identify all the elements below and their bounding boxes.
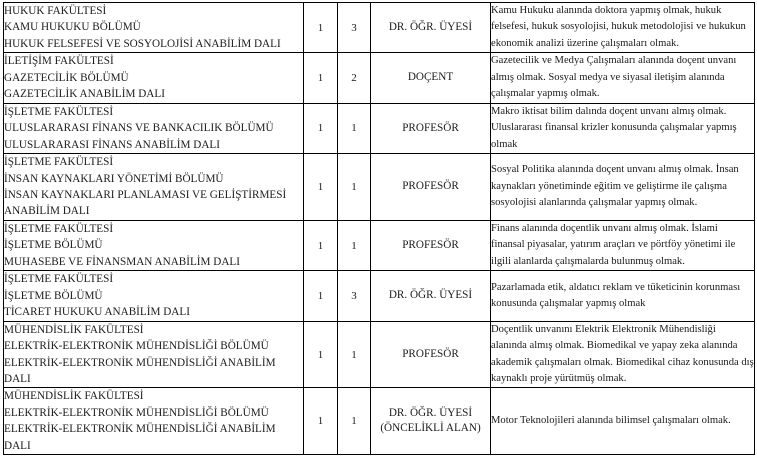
cell-academic-unit — [4, 321, 304, 388]
academic-unit-line: ELEKTRİK-ELEKTRONİK MÜHENDİSLİĞİ ANABİLİM — [4, 356, 276, 369]
academic-title-sub: (ÖNCELİKLİ ALAN) — [380, 422, 481, 435]
cell-degree-level: 1 — [304, 103, 338, 153]
academic-unit-line: DALI — [4, 439, 31, 452]
cell-position-count: 1 — [338, 220, 371, 270]
table-row — [4, 388, 755, 455]
table-row — [4, 154, 755, 221]
table-row — [4, 3, 755, 53]
table-row — [4, 321, 755, 388]
academic-positions-table — [3, 2, 755, 455]
cell-academic-unit — [4, 103, 304, 153]
academic-unit-line: ELEKTRİK-ELEKTRONİK MÜHENDİSLİĞİ BÖLÜMÜ — [4, 340, 269, 353]
table-row — [4, 271, 755, 321]
academic-unit-line: ELEKTRİK-ELEKTRONİK MÜHENDİSLİĞİ BÖLÜMÜ — [4, 406, 269, 419]
cell-degree-level: 1 — [304, 53, 338, 103]
academic-title-main: PROFESÖR — [402, 121, 459, 134]
cell-position-count: 1 — [338, 388, 371, 455]
cell-requirement-description: Doçentlik unvanını Elektrik Elektronik Mühendisliği alanında almış olmak. Biomedikal ve yapay zeka alanında akademik çalışmaları olmak. Biomedikal cihaz konusunda dış kaynaklı proje yürütmüş olmak. — [491, 321, 755, 388]
academic-unit-line: İNSAN KAYNAKLARI YÖNETİMİ BÖLÜMÜ — [4, 172, 224, 185]
cell-academic-title — [371, 271, 491, 321]
cell-degree-level: 1 — [304, 220, 338, 270]
academic-title-main: DR. ÖĞR. ÜYESİ — [388, 21, 473, 34]
cell-academic-unit — [4, 388, 304, 455]
academic-unit-line: İŞLETME FAKÜLTESİ — [4, 156, 114, 169]
academic-unit-line: İŞLETME BÖLÜMÜ — [4, 239, 103, 252]
cell-position-count: 3 — [338, 3, 371, 53]
cell-academic-title — [371, 321, 491, 388]
table-row — [4, 103, 755, 153]
academic-unit-line: İŞLETME FAKÜLTESİ — [4, 273, 114, 286]
academic-unit-line: MUHASEBE VE FİNANSMAN ANABİLİM DALI — [4, 255, 240, 268]
table-body — [4, 3, 755, 455]
cell-requirement-description: Makro iktisat bilim dalında doçent unvanı almış olmak. Uluslararası finansal krizler konusunda çalışmalar yapmış olmak — [491, 103, 755, 153]
academic-unit-line: İLETİŞİM FAKÜLTESİ — [4, 55, 114, 68]
academic-title-main: DR. ÖĞR. ÜYESİ — [388, 407, 473, 420]
academic-unit-line: MÜHENDİSLİK FAKÜLTESİ — [4, 390, 144, 403]
cell-academic-title — [371, 388, 491, 455]
academic-unit-line: KAMU HUKUKU BÖLÜMÜ — [4, 21, 141, 34]
academic-unit-line: ANABİLİM DALI — [4, 205, 90, 218]
cell-degree-level: 1 — [304, 321, 338, 388]
cell-requirement-description: Motor Teknolojileri alanında bilimsel çalışmaları olmak. — [491, 388, 755, 455]
academic-title-main: PROFESÖR — [402, 180, 459, 193]
academic-unit-line: İŞLETME BÖLÜMÜ — [4, 289, 103, 302]
academic-unit-line: DALI — [4, 372, 31, 385]
cell-academic-unit — [4, 3, 304, 53]
cell-academic-unit — [4, 154, 304, 221]
cell-academic-title — [371, 220, 491, 270]
cell-academic-unit — [4, 53, 304, 103]
cell-academic-title — [371, 3, 491, 53]
academic-unit-line: GAZETECİLİK BÖLÜMÜ — [4, 71, 129, 84]
academic-unit-line: HUKUK FELSEFESİ VE SOSYOLOJİSİ ANABİLİM DALI — [4, 37, 281, 50]
table-row — [4, 220, 755, 270]
academic-unit-line: İŞLETME FAKÜLTESİ — [4, 222, 114, 235]
cell-requirement-description: Sosyal Politika alanında doçent unvanı almış olmak. İnsan kaynakları yönetiminde eğitim ve geliştirme ile çalışma sosyolojisi alanlarında çalışmalar yapmış olmak. — [491, 154, 755, 221]
cell-degree-level: 1 — [304, 3, 338, 53]
academic-title-main: PROFESÖR — [402, 239, 459, 252]
academic-title-main: DOÇENT — [407, 71, 454, 84]
cell-position-count: 3 — [338, 271, 371, 321]
cell-academic-unit — [4, 271, 304, 321]
cell-degree-level: 1 — [304, 154, 338, 221]
cell-position-count: 1 — [338, 154, 371, 221]
cell-requirement-description: Gazetecilik ve Medya Çalışmaları alanında doçent unvanı almış olmak. Sosyal medya ve siyasal iletişim alanında çalışmalar yapmış olmak. — [491, 53, 755, 103]
cell-position-count: 2 — [338, 53, 371, 103]
cell-academic-title — [371, 154, 491, 221]
academic-title-main: DR. ÖĞR. ÜYESİ — [388, 289, 473, 302]
table-row — [4, 53, 755, 103]
cell-position-count: 1 — [338, 103, 371, 153]
cell-requirement-description: Kamu Hukuku alanında doktora yapmış olmak, hukuk felsefesi, hukuk sosyolojisi, hukuk metodolojisi ve hukukun ekonomik analizi üzerine çalışmaları olmak. — [491, 3, 755, 53]
cell-degree-level: 1 — [304, 271, 338, 321]
cell-requirement-description: Pazarlamada etik, aldatıcı reklam ve tüketicinin korunması konusunda çalışmalar yapmış olmak — [491, 271, 755, 321]
academic-unit-line: ULUSLARARASI FİNANS VE BANKACILIK BÖLÜMÜ — [4, 122, 274, 135]
academic-unit-line: ELEKTRİK-ELEKTRONİK MÜHENDİSLİĞİ ANABİLİM — [4, 423, 276, 436]
academic-title-main: PROFESÖR — [402, 347, 459, 360]
academic-unit-line: ULUSLARARASI FİNANS ANABİLİM DALI — [4, 138, 220, 151]
cell-position-count: 1 — [338, 321, 371, 388]
academic-unit-line: İNSAN KAYNAKLARI PLANLAMASI VE GELİŞTİRMESİ — [4, 188, 287, 201]
academic-unit-line: İŞLETME FAKÜLTESİ — [4, 105, 114, 118]
cell-academic-title — [371, 53, 491, 103]
academic-unit-line: HUKUK FAKÜLTESİ — [4, 5, 107, 17]
cell-degree-level: 1 — [304, 388, 338, 455]
cell-academic-title — [371, 103, 491, 153]
academic-unit-line: MÜHENDİSLİK FAKÜLTESİ — [4, 323, 144, 336]
academic-unit-line: GAZETECİLİK ANABİLİM DALI — [4, 88, 165, 101]
cell-requirement-description: Finans alanında doçentlik unvanı almış olmak. İslami finansal piyasalar, yatırım araçları ve pörtföy yönetimi ile ilgili alanlarda çalışmalarda bulunmuş olmak. — [491, 220, 755, 270]
cell-academic-unit — [4, 220, 304, 270]
academic-unit-line: TİCARET HUKUKU ANABİLİM DALI — [4, 306, 190, 319]
